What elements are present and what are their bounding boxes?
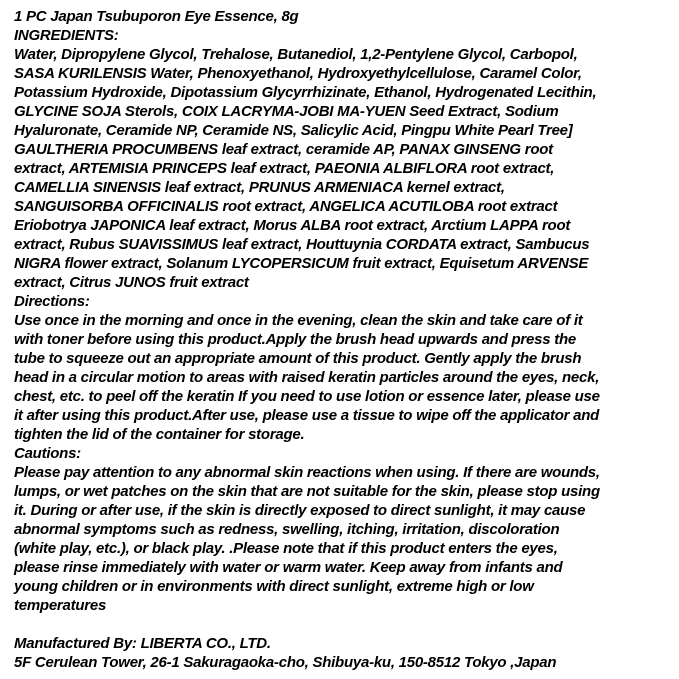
- cautions-line: it. During or after use, if the skin is directly exposed to direct sunlight, it may cause: [14, 502, 586, 519]
- cautions-line: temperatures: [14, 597, 107, 614]
- directions-line: head in a circular motion to areas with raised keratin particles around the eyes, neck,: [14, 369, 600, 386]
- ingredients-line: Eriobotrya JAPONICA leaf extract, Morus ALBA root extract, Arctium LAPPA root: [14, 217, 571, 234]
- blank-line: [14, 615, 673, 634]
- cautions-line: (white play, etc.), or black play. .Please note that if this product enters the eyes,: [14, 540, 558, 557]
- ingredients-line: Water, Dipropylene Glycol, Trehalose, Butanediol, 1,2-Pentylene Glycol, Carbopol,: [14, 46, 578, 63]
- cautions-section: [14, 444, 673, 615]
- cautions-heading: Cautions:: [14, 445, 81, 462]
- ingredients-line: SASA KURILENSIS Water, Phenoxyethanol, Hydroxyethylcellulose, Caramel Color,: [14, 65, 582, 82]
- ingredients-line: Potassium Hydroxide, Dipotassium Glycyrrhizinate, Ethanol, Hydrogenated Lecithin,: [14, 84, 597, 101]
- directions-heading: Directions:: [14, 293, 90, 310]
- directions-line: chest, etc. to peel off the keratin If you need to use lotion or essence later, please use: [14, 388, 600, 405]
- directions-section: [14, 292, 673, 444]
- ingredients-line: extract, ARTEMISIA PRINCEPS leaf extract, PAEONIA ALBIFLORA root extract,: [14, 160, 555, 177]
- ingredients-line: extract, Citrus JUNOS fruit extract: [14, 274, 249, 291]
- cautions-line: young children or in environments with direct sunlight, extreme high or low: [14, 578, 534, 595]
- product-title: 1 PC Japan Tsubuporon Eye Essence, 8g: [14, 8, 299, 25]
- ingredients-line: GAULTHERIA PROCUMBENS leaf extract, ceramide AP, PANAX GINSENG root: [14, 141, 553, 158]
- manufacturer-address-line: 5F Cerulean Tower, 26-1 Sakuragaoka-cho, Shibuya-ku, 150-8512 Tokyo ,Japan: [14, 654, 557, 671]
- ingredients-line: GLYCINE SOJA Sterols, COIX LACRYMA-JOBI MA-YUEN Seed Extract, Sodium: [14, 103, 559, 120]
- ingredients-line: CAMELLIA SINENSIS leaf extract, PRUNUS ARMENIACA kernel extract,: [14, 179, 505, 196]
- cautions-line: lumps, or wet patches on the skin that are not suitable for the skin, please stop using: [14, 483, 600, 500]
- ingredients-line: NIGRA flower extract, Solanum LYCOPERSICUM fruit extract, Equisetum ARVENSE: [14, 255, 589, 272]
- ingredients-heading: INGREDIENTS:: [14, 27, 119, 44]
- cautions-line: abnormal symptoms such as redness, swelling, itching, irritation, discoloration: [14, 521, 560, 538]
- directions-line: tighten the lid of the container for storage.: [14, 426, 305, 443]
- directions-line: Use once in the morning and once in the evening, clean the skin and take care of it: [14, 312, 583, 329]
- ingredients-line: extract, Rubus SUAVISSIMUS leaf extract, Houttuynia CORDATA extract, Sambucus: [14, 236, 590, 253]
- cautions-line: please rinse immediately with water or warm water. Keep away from infants and: [14, 559, 563, 576]
- directions-line: it after using this product.After use, please use a tissue to wipe off the applicator and: [14, 407, 600, 424]
- cautions-line: Please pay attention to any abnormal skin reactions when using. If there are wounds,: [14, 464, 600, 481]
- manufacturer-line: Manufactured By: LIBERTA CO., LTD.: [14, 635, 271, 652]
- directions-line: with toner before using this product.Apply the brush head upwards and press the: [14, 331, 576, 348]
- ingredients-line: SANGUISORBA OFFICINALIS root extract, ANGELICA ACUTILOBA root extract: [14, 198, 558, 215]
- ingredients-line: Hyaluronate, Ceramide NP, Ceramide NS, Salicylic Acid, Pingpu White Pearl Tree]: [14, 122, 573, 139]
- ingredients-section: [14, 26, 673, 292]
- directions-line: tube to squeeze out an appropriate amount of this product. Gently apply the brush: [14, 350, 582, 367]
- manufacturer-section: [14, 634, 673, 672]
